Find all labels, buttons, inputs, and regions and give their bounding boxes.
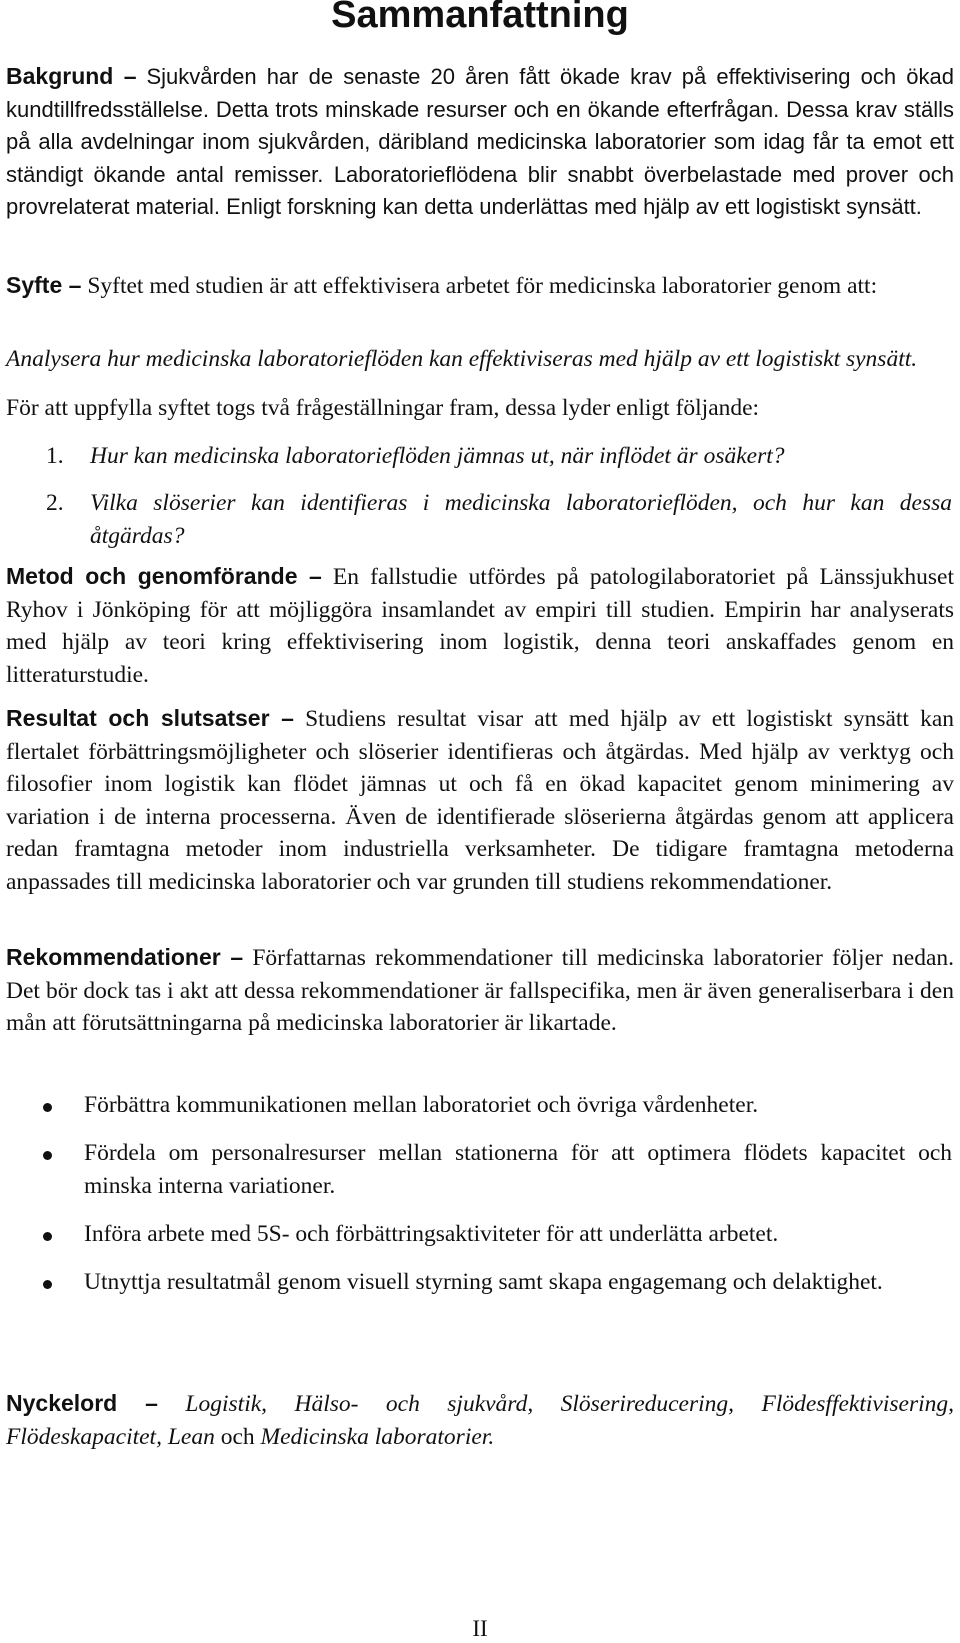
question-text: Hur kan medicinska laboratorieflöden jämnas ut, när inflödet är osäkert? — [90, 443, 785, 469]
recommendation-item: Utnyttja resultatmål genom visuell styrning samt skapa engagemang och delaktighet. — [84, 1269, 883, 1295]
syfte-intro: För att uppfylla syftet togs två frågeställningar fram, dessa lyder enligt följande: — [6, 395, 760, 421]
question-number: 2. — [46, 490, 64, 516]
resultat-paragraph — [6, 702, 954, 898]
metod-heading: Metod och genomförande – — [6, 563, 322, 589]
syfte-paragraph — [6, 269, 954, 303]
metod-paragraph — [6, 560, 954, 691]
metod-text: En fallstudie utfördes på patologilaboratoriet på Länssjukhuset Ryhov i Jönköping för att möjliggöra insamlandet av empiri till studien. Empirin har analyserats med hjälp av teori kring effektivisering inom logistik, denna teori anskaffades genom en litteraturstudie. — [6, 564, 954, 688]
recommendation-item: Förbättra kommunikationen mellan laboratoriet och övriga vårdenheter. — [84, 1092, 759, 1118]
syfte-heading: Syfte – — [6, 272, 82, 298]
rekommendationer-paragraph — [6, 941, 954, 1040]
nyckelord-conjunction: och — [220, 1423, 255, 1450]
bullet-icon — [43, 1280, 52, 1289]
syfte-text: Syftet med studien är att effektivisera arbetet för medicinska laboratorier genom att: — [87, 273, 878, 299]
recommendation-item: Införa arbete med 5S- och förbättringsaktiviteter för att underlätta arbetet. — [84, 1221, 779, 1247]
resultat-text: Studiens resultat visar att med hjälp av ett logistiskt synsätt kan flertalet förbättringsmöjligheter och slöserier identifieras och åtgärdas. Med hjälp av verktyg och filosofier inom logistik kan flödet jämnas ut och få en ökad kapacitet genom minimering av variation i de interna processerna. Även de identifierade slöserierna åtgärdas genom att applicera redan framtagna metoder inom industriella verksamheter. De tidigare framtagna metoderna anpassades till medicinska laboratorier och var grunden till studiens rekommendationer. — [6, 706, 955, 895]
nyckelord-last-term: Medicinska laboratorier. — [260, 1423, 495, 1450]
resultat-heading: Resultat och slutsatser – — [6, 705, 294, 731]
question-number: 1. — [46, 443, 64, 469]
rekommendationer-text: Författarnas rekommendationer till medicinska laboratorier följer nedan. Det bör dock tas i akt att dessa rekommendationer är fallspecifika, men är även generaliserbara i den mån att förutsättningarna på medicinska laboratorier är likartade. — [6, 945, 954, 1036]
bullet-icon — [43, 1151, 52, 1160]
bakgrund-text: Sjukvården har de senaste 20 åren fått ökade krav på effektivisering och ökad kundtillfredsställelse. Detta trots minskade resurser och en ökande efterfrågan. Dessa krav ställs på alla avdelningar inom sjukvården, däribland medicinska laboratorier som idag får ta emot ett ständigt ökande antal remisser. Laboratorieflödena blir snabbt överbelastade med prover och provrelaterat material. Enligt forskning kan detta underlättas med hjälp av ett logistiskt synsätt. — [6, 64, 954, 219]
bakgrund-paragraph — [6, 60, 954, 224]
rekommendationer-heading: Rekommendationer – — [6, 944, 244, 970]
bullet-icon — [43, 1232, 52, 1241]
nyckelord-terms: Logistik, Hälso- och sjukvård, Slöserireducering, Flödesffektivisering, Flödeskapacitet, Lean — [6, 1391, 954, 1450]
bullet-icon — [43, 1103, 52, 1112]
page-number: II — [472, 1616, 488, 1641]
bakgrund-heading: Bakgrund – — [6, 63, 137, 89]
recommendation-item: Fördela om personalresurser mellan stationerna för att optimera flödets kapacitet och minska interna variationer. — [84, 1140, 952, 1199]
question-text: Vilka slöserier kan identifieras i medicinska laboratorieflöden, och hur kan dessa åtgärdas? — [90, 490, 952, 549]
syfte-aim: Analysera hur medicinska laboratorieflöden kan effektiviseras med hjälp av ett logistiskt synsätt. — [6, 346, 918, 372]
nyckelord-paragraph — [6, 1387, 954, 1453]
nyckelord-heading: Nyckelord – — [6, 1390, 158, 1416]
page-title: Sammanfattning — [331, 0, 629, 36]
